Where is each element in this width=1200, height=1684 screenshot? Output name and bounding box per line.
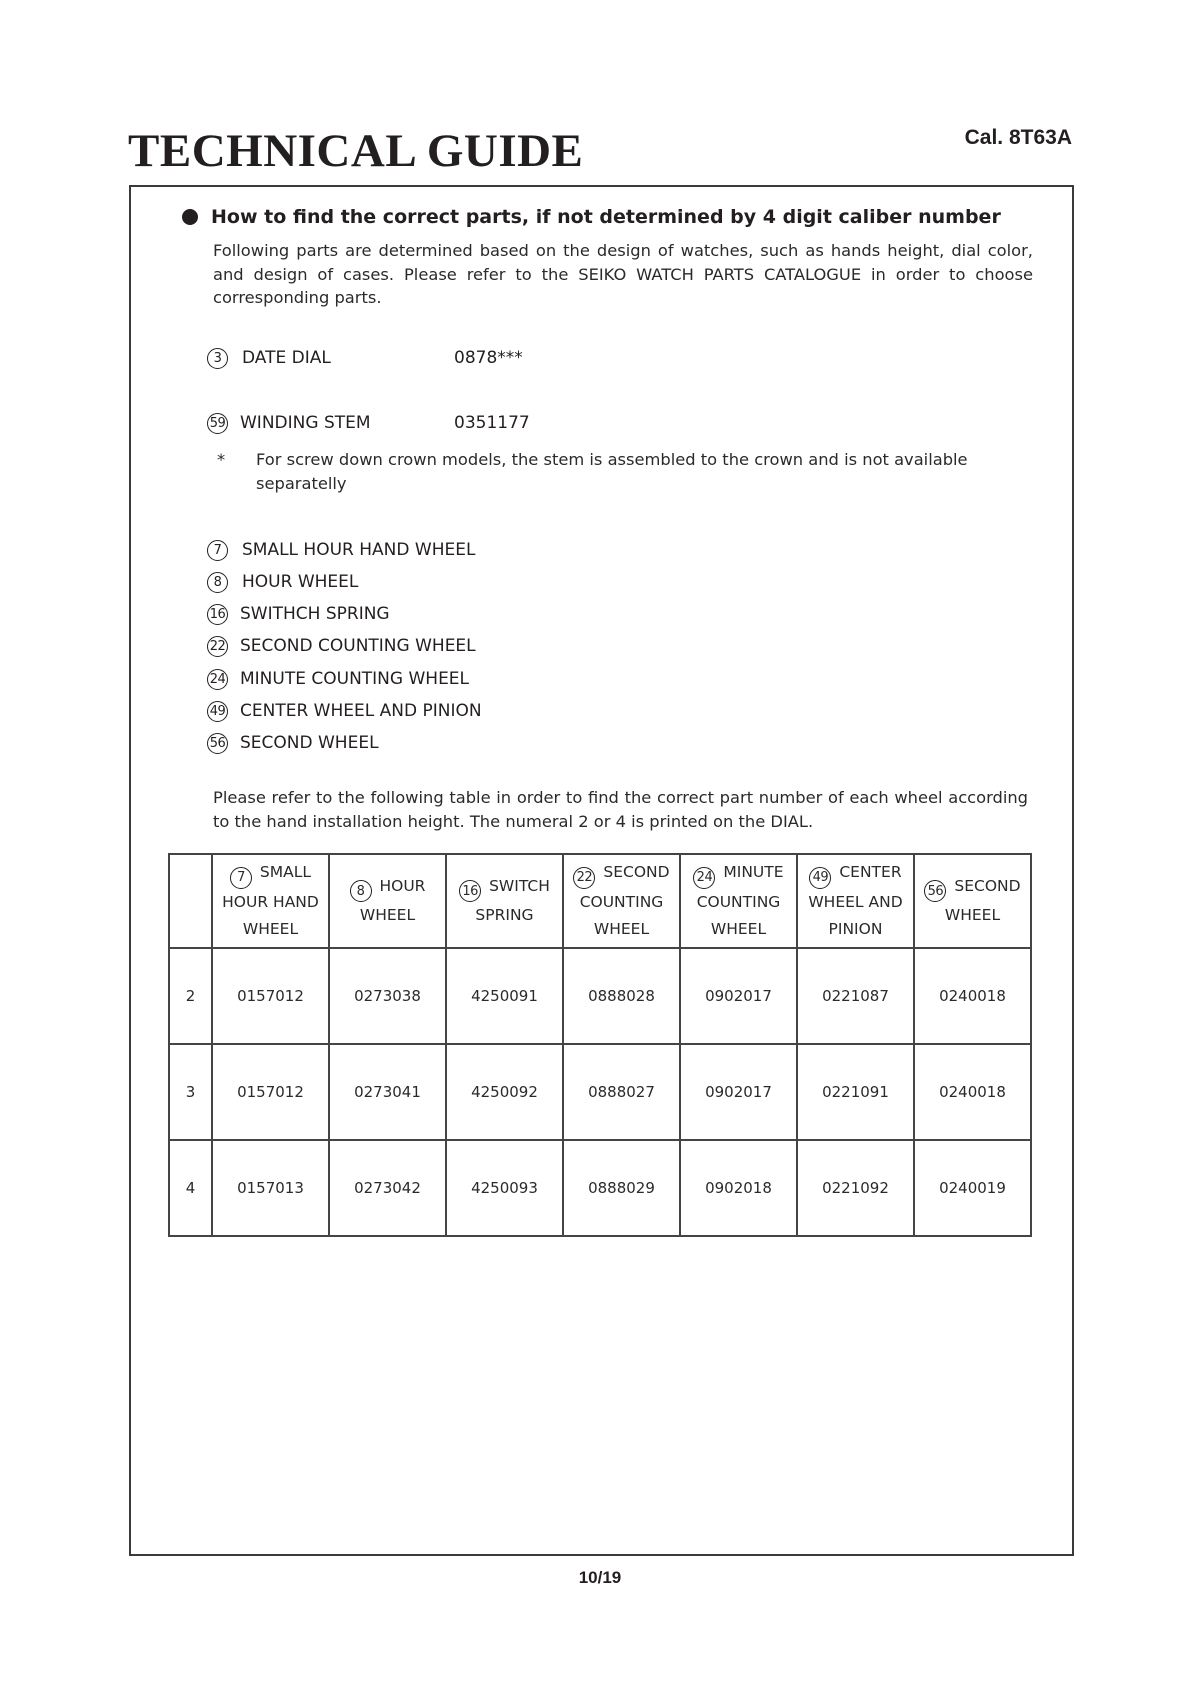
column-label: SECOND WHEEL — [944, 876, 1021, 925]
table-cell: 0273038 — [329, 948, 446, 1044]
table-row — [169, 1140, 1031, 1236]
circled-number-icon: 56 — [207, 733, 228, 754]
part-name: CENTER WHEEL AND PINION — [240, 701, 482, 721]
table-cell: 0888028 — [563, 948, 680, 1044]
table-cell: 0240018 — [914, 948, 1031, 1044]
list-item — [207, 634, 476, 658]
fixed-part-date-dial — [207, 346, 523, 370]
part-number: 0878*** — [454, 348, 523, 368]
column-label: MINUTE COUNTING WHEEL — [696, 863, 784, 938]
row-height-label: 4 — [169, 1140, 212, 1236]
table-cell: 0157013 — [212, 1140, 329, 1236]
part-name: SECOND COUNTING WHEEL — [240, 636, 476, 656]
list-item — [207, 667, 469, 691]
table-header-cell — [914, 854, 1031, 948]
caliber-label: Cal. 8T63A — [964, 126, 1072, 149]
table-cell: 0221092 — [797, 1140, 914, 1236]
circled-number-icon: 7 — [207, 540, 228, 561]
table-row — [169, 948, 1031, 1044]
page-number: 10/19 — [578, 1568, 622, 1587]
section-heading — [182, 205, 1001, 229]
table-cell: 0157012 — [212, 948, 329, 1044]
part-name: SECOND WHEEL — [240, 733, 379, 753]
note-marker: * — [217, 450, 226, 469]
table-cell: 4250091 — [446, 948, 563, 1044]
table-row — [169, 1044, 1031, 1140]
table-cell: 0902018 — [680, 1140, 797, 1236]
part-name: SWITHCH SPRING — [240, 604, 390, 624]
bullet-icon — [182, 209, 198, 225]
circled-number-icon: 24 — [207, 669, 228, 690]
table-cell: 0221087 — [797, 948, 914, 1044]
column-label: SMALL HOUR HAND WHEEL — [222, 863, 319, 938]
list-item — [207, 538, 475, 562]
column-label: SECOND COUNTING WHEEL — [579, 863, 670, 938]
section-heading-text: How to find the correct parts, if not determined by 4 digit caliber number — [211, 206, 1001, 228]
table-cell: 0240019 — [914, 1140, 1031, 1236]
table-cell: 0273042 — [329, 1140, 446, 1236]
part-name: WINDING STEM — [240, 413, 371, 433]
table-cell: 4250092 — [446, 1044, 563, 1140]
circled-number-icon: 16 — [207, 604, 228, 625]
note-text: For screw down crown models, the stem is assembled to the crown and is not available separatelly — [256, 450, 968, 493]
circled-number-icon: 22 — [573, 867, 595, 889]
circled-number-icon: 49 — [207, 701, 228, 722]
table-cell: 0888029 — [563, 1140, 680, 1236]
table-cell: 4250093 — [446, 1140, 563, 1236]
table-intro-paragraph: Please refer to the following table in order to find the correct part number of each wheel according to the hand installation height. The numeral 2 or 4 is printed on the DIAL. — [213, 788, 1028, 831]
table-cell: 0240018 — [914, 1044, 1031, 1140]
column-label: CENTER WHEEL AND PINION — [808, 863, 903, 938]
fixed-part-winding-stem — [207, 411, 530, 435]
circled-number-icon: 16 — [459, 880, 481, 902]
row-height-label: 3 — [169, 1044, 212, 1140]
list-item — [207, 699, 482, 723]
circled-number-icon: 8 — [207, 572, 228, 593]
column-label: HOUR WHEEL — [359, 876, 426, 925]
circled-number-icon: 56 — [924, 880, 946, 902]
part-name: DATE DIAL — [242, 348, 331, 368]
list-item — [207, 570, 358, 594]
circled-number-icon: 49 — [809, 867, 831, 889]
circled-number-icon: 8 — [350, 880, 372, 902]
document-title: TECHNICAL GUIDE — [128, 125, 584, 177]
table-cell: 0902017 — [680, 948, 797, 1044]
circled-number-icon: 22 — [207, 636, 228, 657]
part-name: SMALL HOUR HAND WHEEL — [242, 540, 476, 560]
table-cell: 0273041 — [329, 1044, 446, 1140]
circled-number-icon: 24 — [693, 867, 715, 889]
table-header-cell — [212, 854, 329, 948]
table-cell: 0221091 — [797, 1044, 914, 1140]
table-header-cell — [680, 854, 797, 948]
intro-paragraph: Following parts are determined based on the design of watches, such as hands height, dial color, and design of cases. Please refer to the SEIKO WATCH PARTS CATALOGUE in order to choose corresponding parts. — [213, 241, 1033, 307]
list-item — [207, 602, 390, 626]
part-number: 0351177 — [454, 413, 530, 433]
table-cell: 0902017 — [680, 1044, 797, 1140]
row-height-label: 2 — [169, 948, 212, 1044]
parts-table — [168, 853, 1032, 1237]
column-label: SWITCH SPRING — [475, 876, 550, 925]
table-cell: 0888027 — [563, 1044, 680, 1140]
circled-number-icon: 3 — [207, 348, 228, 369]
table-header-cell — [329, 854, 446, 948]
part-name: HOUR WHEEL — [242, 572, 359, 592]
table-header-cell — [563, 854, 680, 948]
circled-number-icon: 7 — [230, 867, 252, 889]
table-header-row — [169, 854, 1031, 948]
table-cell: 0157012 — [212, 1044, 329, 1140]
circled-number-icon: 59 — [207, 413, 228, 434]
list-item — [207, 731, 379, 755]
table-header-blank — [169, 854, 212, 948]
part-name: MINUTE COUNTING WHEEL — [240, 669, 470, 689]
table-header-cell — [797, 854, 914, 948]
table-header-cell — [446, 854, 563, 948]
